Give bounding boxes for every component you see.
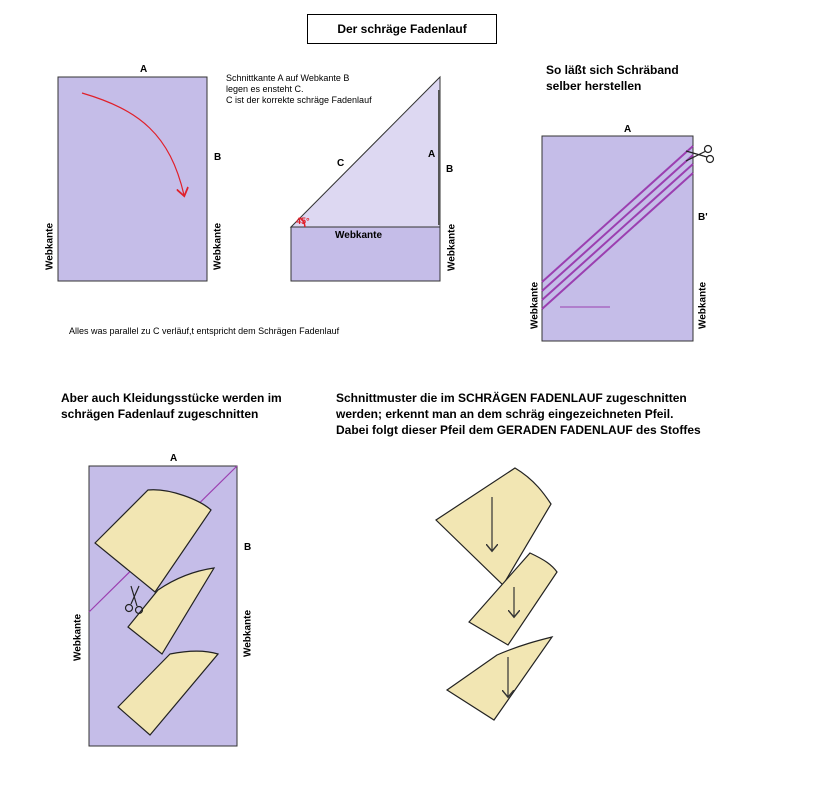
panel3-label-b: B'	[698, 212, 708, 223]
panel1-selvage-left: Webkante	[44, 222, 56, 271]
panel2-note	[226, 73, 372, 106]
panel2-selvage-bottom: Webkante	[335, 230, 383, 241]
panel3-heading	[546, 62, 679, 94]
heading-line: schrägen Fadenlauf zugeschnitten	[61, 407, 259, 421]
panel3-selvage-left: Webkante	[529, 281, 541, 330]
note-line: legen es ensteht C.	[226, 84, 304, 94]
panel2-label-b: B	[446, 164, 454, 175]
note-line: Schnittkante A auf Webkante B	[226, 73, 350, 83]
panel4-selvage-left: Webkante	[72, 613, 84, 662]
panel2-fold	[291, 77, 440, 281]
heading-line: So läßt sich Schräband	[546, 63, 679, 77]
panel2-selvage-right: Webkante	[446, 223, 458, 272]
page-title: Der schräge Fadenlauf	[307, 14, 497, 44]
panel4-heading	[61, 390, 282, 422]
heading-line: Dabei folgt dieser Pfeil dem GERADEN FADENLAUF des Stoffes	[336, 423, 701, 437]
panel3-selvage-right: Webkante	[697, 281, 709, 330]
panel3-label-a: A	[624, 124, 632, 135]
heading-line: Schnittmuster die im SCHRÄGEN FADENLAUF zugeschnitten	[336, 391, 687, 405]
panel4-garments	[89, 466, 237, 746]
panel1-fabric	[58, 77, 207, 281]
fabric-rectangle	[58, 77, 207, 281]
panel2-label-c: C	[337, 158, 345, 169]
panel4-label-a: A	[170, 453, 178, 464]
panel4-selvage-right: Webkante	[242, 609, 254, 658]
panel5-heading	[336, 390, 701, 438]
panel2-label-a: A	[428, 149, 436, 160]
heading-line: Aber auch Kleidungsstücke werden im	[61, 391, 282, 405]
panel5-patterns	[436, 468, 557, 720]
parallel-note: Alles was parallel zu C verläuf,t entspricht dem Schrägen Fadenlauf	[69, 326, 340, 336]
panel1-label-b: B	[214, 152, 222, 163]
heading-line: werden; erkennt man an dem schräg eingezeichneten Pfeil.	[336, 407, 674, 421]
panel1-selvage-right: Webkante	[212, 222, 224, 271]
pattern-piece-c	[447, 637, 552, 720]
panel4-label-b: B	[244, 542, 252, 553]
angle-label: 45°	[296, 216, 310, 226]
note-line: C ist der korrekte schräge Fadenlauf	[226, 95, 372, 105]
panel3-bias-tape	[542, 136, 693, 341]
heading-line: selber herstellen	[546, 79, 642, 93]
panel1-label-a: A	[140, 64, 148, 75]
